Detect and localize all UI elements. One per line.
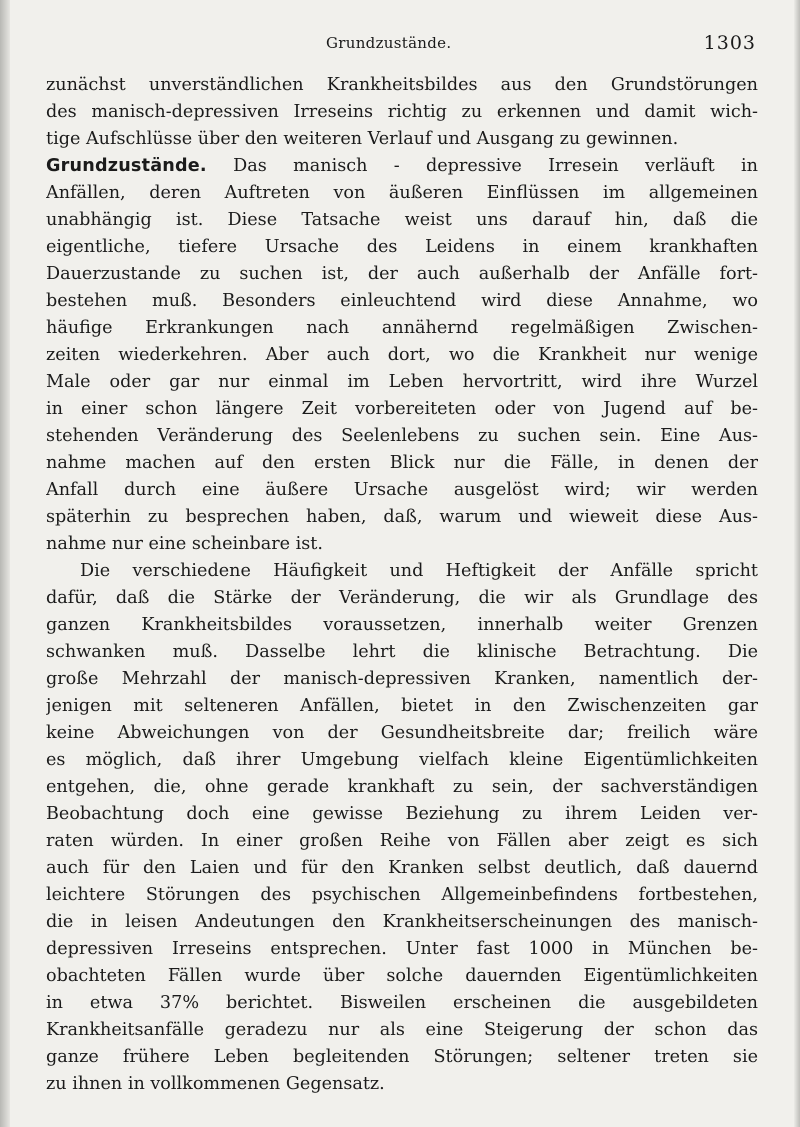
page-number: 1303 <box>703 32 756 54</box>
text-line: leichtere Störungen des psychischen Allgemeinbefindens fortbestehen, <box>46 885 758 905</box>
text-line: Anfällen, deren Auftreten von äußeren Einflüssen im allgemeinen <box>46 183 758 203</box>
section-heading-line <box>46 153 758 180</box>
text-line: unabhängig ist. Diese Tatsache weist uns darauf hin, daß die <box>46 210 758 230</box>
page-edge-shadow-left <box>0 0 10 1127</box>
text-line: häufige Erkrankungen nach annähernd regelmäßigen Zwischen- <box>46 318 758 338</box>
text-line: nahme machen auf den ersten Blick nur die Fälle, in denen der <box>46 453 758 473</box>
section-heading: Grundzustände. <box>46 156 207 176</box>
text-line: Beobachtung doch eine gewisse Beziehung zu ihrem Leiden ver- <box>46 804 758 824</box>
text-line: keine Abweichungen von der Gesundheitsbreite dar; freilich wäre <box>46 723 758 743</box>
running-head-title: Grundzustände. <box>326 34 452 52</box>
text-line: dafür, daß die Stärke der Veränderung, die wir als Grundlage des <box>46 588 758 608</box>
text-line: des manisch-depressiven Irreseins richtig zu erkennen und damit wich- <box>46 102 758 122</box>
text-line: Dauerzustande zu suchen ist, der auch außerhalb der Anfälle fort- <box>46 264 758 284</box>
text-line: nahme nur eine scheinbare ist. <box>46 534 323 554</box>
text-line: die in leisen Andeutungen den Krankheitserscheinungen des manisch- <box>46 912 758 932</box>
text-line: Krankheitsanfälle geradezu nur als eine Steigerung der schon das <box>46 1020 758 1040</box>
text-line: in etwa 37% berichtet. Bisweilen erscheinen die ausgebildeten <box>46 993 758 1013</box>
text-line: ganzen Krankheitsbildes voraussetzen, innerhalb weiter Grenzen <box>46 615 758 635</box>
text-line: jenigen mit selteneren Anfällen, bietet in den Zwischenzeiten gar <box>46 696 758 716</box>
text-line: Anfall durch eine äußere Ursache ausgelöst wird; wir werden <box>46 480 758 500</box>
text-line: zunächst unverständlichen Krankheitsbildes aus den Grundstörungen <box>46 75 758 95</box>
text-line: ganze frühere Leben begleitenden Störungen; seltener treten sie <box>46 1047 758 1067</box>
text-line: Die verschiedene Häufigkeit und Heftigkeit der Anfälle spricht <box>80 561 758 581</box>
text-line: es möglich, daß ihrer Umgebung vielfach kleine Eigentümlichkeiten <box>46 750 758 770</box>
text-span: Das manisch - depressive Irresein verläuft in <box>233 156 758 176</box>
text-line: auch für den Laien und für den Kranken selbst deutlich, daß dauernd <box>46 858 758 878</box>
text-line: zeiten wiederkehren. Aber auch dort, wo die Krankheit nur wenige <box>46 345 758 365</box>
text-line: in einer schon längere Zeit vorbereiteten oder von Jugend auf be- <box>46 399 758 419</box>
text-line: obachteten Fällen wurde über solche dauernden Eigentümlichkeiten <box>46 966 758 986</box>
text-line: Male oder gar nur einmal im Leben hervortritt, wird ihre Wurzel <box>46 372 758 392</box>
text-line: stehenden Veränderung des Seelenlebens zu suchen sein. Eine Aus- <box>46 426 758 446</box>
text-line: bestehen muß. Besonders einleuchtend wird diese Annahme, wo <box>46 291 758 311</box>
text-line: entgehen, die, ohne gerade krankhaft zu sein, der sachverständigen <box>46 777 758 797</box>
text-line: raten würden. In einer großen Reihe von Fällen aber zeigt es sich <box>46 831 758 851</box>
text-line: späterhin zu besprechen haben, daß, warum und wieweit diese Aus- <box>46 507 758 527</box>
text-line: eigentliche, tiefere Ursache des Leidens in einem krankhaften <box>46 237 758 257</box>
body-text <box>46 72 758 1098</box>
running-head <box>46 32 756 56</box>
text-line: zu ihnen in vollkommenen Gegensatz. <box>46 1074 385 1094</box>
text-line: depressiven Irreseins entsprechen. Unter fast 1000 in München be- <box>46 939 758 959</box>
text-line: große Mehrzahl der manisch-depressiven Kranken, namentlich der- <box>46 669 758 689</box>
text-line: schwanken muß. Dasselbe lehrt die klinische Betrachtung. Die <box>46 642 758 662</box>
text-line: tige Aufschlüsse über den weiteren Verlauf und Ausgang zu gewinnen. <box>46 129 679 149</box>
page-edge-shadow-right <box>794 0 800 1127</box>
